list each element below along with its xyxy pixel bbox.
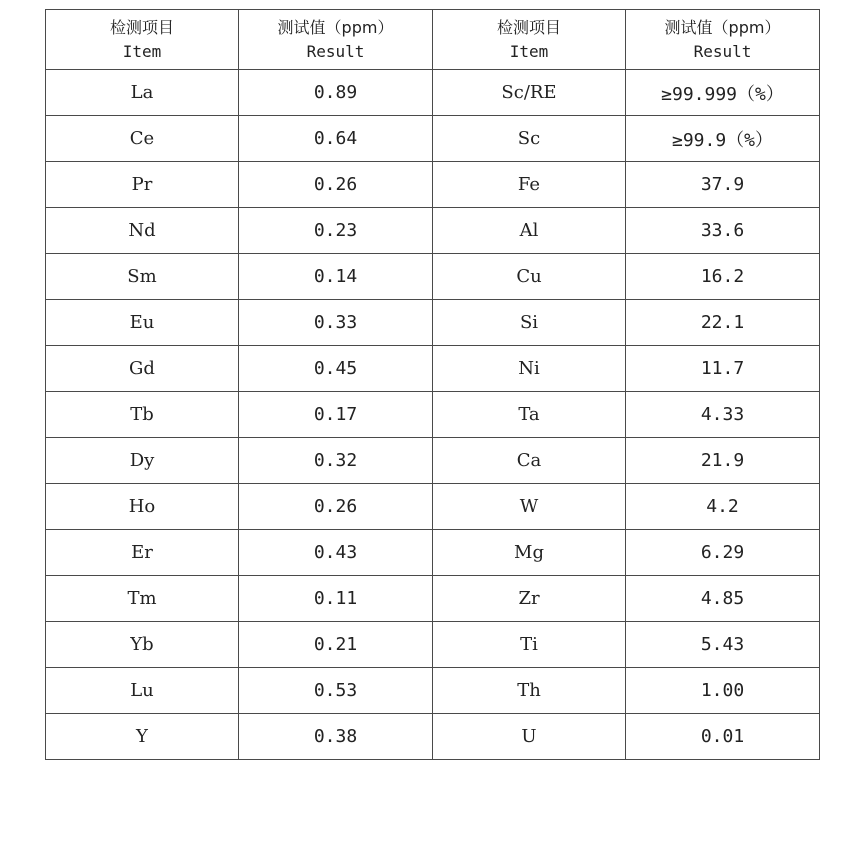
item-a-cell: Eu bbox=[46, 300, 239, 346]
result-a-cell: 0.43 bbox=[239, 530, 433, 576]
result-a-cell: 0.33 bbox=[239, 300, 433, 346]
item-b-cell: Th bbox=[433, 668, 626, 714]
item-b-cell: Ca bbox=[433, 438, 626, 484]
header-item-b-zh: 检测项目 bbox=[496, 17, 561, 37]
result-a-cell: 0.38 bbox=[239, 714, 433, 760]
item-a-cell: Lu bbox=[46, 668, 239, 714]
item-a-cell: Er bbox=[46, 530, 239, 576]
table-row bbox=[46, 162, 820, 208]
result-a-cell: 0.17 bbox=[239, 392, 433, 438]
item-a-cell: Nd bbox=[46, 208, 239, 254]
result-a-cell: 0.89 bbox=[239, 70, 433, 116]
header-result-b-en: Result bbox=[693, 41, 752, 61]
result-b-cell: 6.29 bbox=[626, 530, 820, 576]
test-results-table bbox=[45, 9, 820, 760]
table-row bbox=[46, 530, 820, 576]
table-row bbox=[46, 70, 820, 116]
header-result-a-zh: 测试值（ppm） bbox=[277, 17, 394, 37]
result-b-cell: 0.01 bbox=[626, 714, 820, 760]
item-a-cell: Tm bbox=[46, 576, 239, 622]
item-a-cell: Tb bbox=[46, 392, 239, 438]
result-b-cell: 4.85 bbox=[626, 576, 820, 622]
result-b-cell: ≥99.999（%） bbox=[626, 70, 820, 116]
result-a-cell: 0.11 bbox=[239, 576, 433, 622]
header-item-a-zh: 检测项目 bbox=[109, 17, 174, 37]
result-b-cell: 4.2 bbox=[626, 484, 820, 530]
result-a-cell: 0.26 bbox=[239, 162, 433, 208]
table-row bbox=[46, 622, 820, 668]
item-a-cell: Pr bbox=[46, 162, 239, 208]
item-a-cell: Dy bbox=[46, 438, 239, 484]
item-b-cell: Cu bbox=[433, 254, 626, 300]
item-b-cell: Fe bbox=[433, 162, 626, 208]
result-b-cell: 1.00 bbox=[626, 668, 820, 714]
table-row bbox=[46, 576, 820, 622]
result-b-cell: 11.7 bbox=[626, 346, 820, 392]
table-body bbox=[46, 70, 820, 760]
result-a-cell: 0.32 bbox=[239, 438, 433, 484]
item-b-cell: Al bbox=[433, 208, 626, 254]
item-b-cell: Sc/RE bbox=[433, 70, 626, 116]
item-a-cell: Gd bbox=[46, 346, 239, 392]
item-a-cell: La bbox=[46, 70, 239, 116]
header-item-a bbox=[46, 10, 239, 70]
table-row bbox=[46, 254, 820, 300]
item-b-cell: Sc bbox=[433, 116, 626, 162]
table-header bbox=[46, 10, 820, 70]
result-b-cell: ≥99.9（%） bbox=[626, 116, 820, 162]
table-row bbox=[46, 392, 820, 438]
item-b-cell: W bbox=[433, 484, 626, 530]
result-b-cell: 16.2 bbox=[626, 254, 820, 300]
item-a-cell: Sm bbox=[46, 254, 239, 300]
result-b-cell: 4.33 bbox=[626, 392, 820, 438]
item-b-cell: Ta bbox=[433, 392, 626, 438]
header-result-b bbox=[626, 10, 820, 70]
table-row bbox=[46, 484, 820, 530]
result-a-cell: 0.21 bbox=[239, 622, 433, 668]
item-b-cell: Zr bbox=[433, 576, 626, 622]
item-a-cell: Y bbox=[46, 714, 239, 760]
table-row bbox=[46, 714, 820, 760]
item-a-cell: Ce bbox=[46, 116, 239, 162]
table-row bbox=[46, 438, 820, 484]
table-row bbox=[46, 300, 820, 346]
header-result-b-zh: 测试值（ppm） bbox=[664, 17, 781, 37]
result-b-cell: 5.43 bbox=[626, 622, 820, 668]
item-a-cell: Yb bbox=[46, 622, 239, 668]
result-a-cell: 0.14 bbox=[239, 254, 433, 300]
header-result-a bbox=[239, 10, 433, 70]
result-b-cell: 21.9 bbox=[626, 438, 820, 484]
item-b-cell: U bbox=[433, 714, 626, 760]
result-a-cell: 0.23 bbox=[239, 208, 433, 254]
header-row bbox=[46, 10, 820, 70]
item-a-cell: Ho bbox=[46, 484, 239, 530]
result-a-cell: 0.53 bbox=[239, 668, 433, 714]
result-b-cell: 22.1 bbox=[626, 300, 820, 346]
result-a-cell: 0.64 bbox=[239, 116, 433, 162]
result-a-cell: 0.45 bbox=[239, 346, 433, 392]
item-b-cell: Si bbox=[433, 300, 626, 346]
item-b-cell: Ni bbox=[433, 346, 626, 392]
header-result-a-en: Result bbox=[306, 41, 365, 61]
header-item-a-en: Item bbox=[122, 41, 162, 61]
result-a-cell: 0.26 bbox=[239, 484, 433, 530]
table-row bbox=[46, 668, 820, 714]
item-b-cell: Ti bbox=[433, 622, 626, 668]
table-row bbox=[46, 208, 820, 254]
header-item-b-en: Item bbox=[509, 41, 549, 61]
table-row bbox=[46, 116, 820, 162]
table-row bbox=[46, 346, 820, 392]
item-b-cell: Mg bbox=[433, 530, 626, 576]
result-b-cell: 33.6 bbox=[626, 208, 820, 254]
header-item-b bbox=[433, 10, 626, 70]
result-b-cell: 37.9 bbox=[626, 162, 820, 208]
